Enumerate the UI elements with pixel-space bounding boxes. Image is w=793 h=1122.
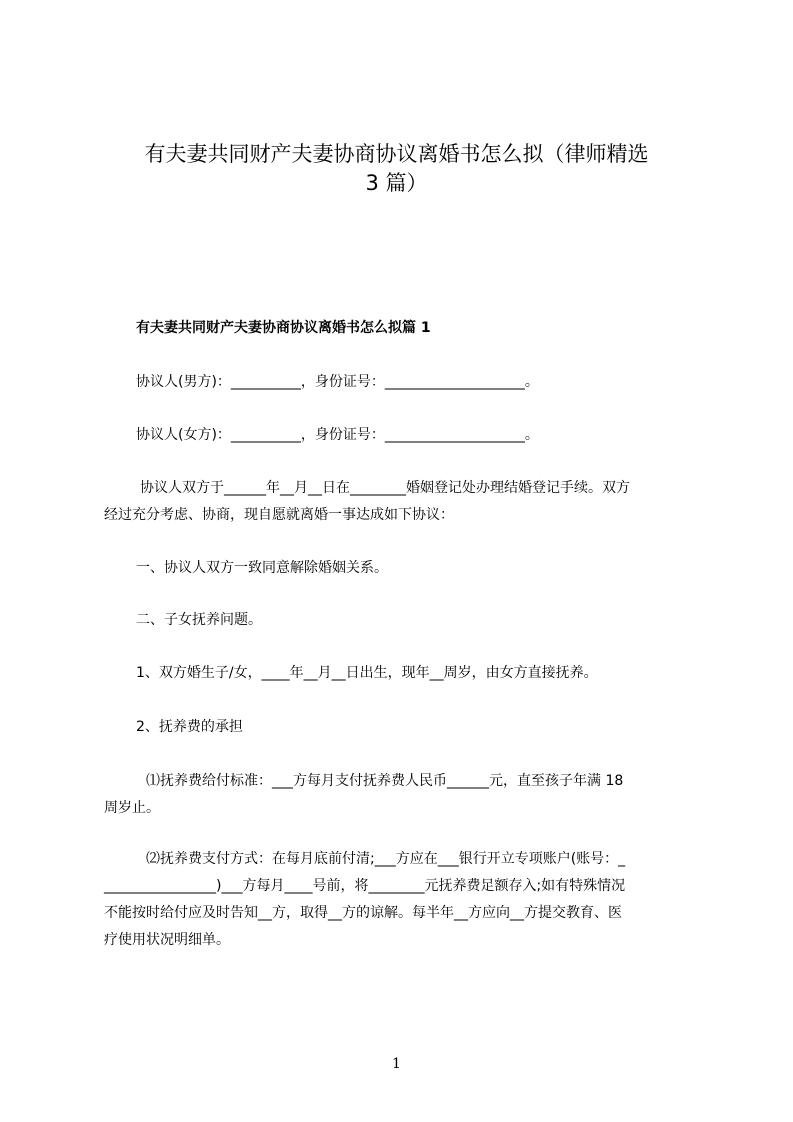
intro-line-2: 经过充分考虑、协商，现自愿就离婚一事达成如下协议： (104, 507, 454, 523)
party-male-line: 协议人(男方)：__________，身份证号：____________________。 (136, 374, 539, 390)
intro-paragraph (104, 475, 704, 529)
page-number: 1 (392, 1056, 401, 1072)
sub-item-1-line-1: ⑴抚养费给付标准：___方每月支付抚养费人民币______元，直至孩子年满 18 (146, 773, 624, 789)
title-line-1: 有夫妻共同财产夫妻协商协议离婚书怎么拟（律师精选 (144, 142, 649, 166)
sub-item-2 (104, 846, 704, 954)
clause-1: 一、协议人双方一致同意解除婚姻关系。 (136, 560, 388, 576)
clause-2: 二、子女抚养问题。 (136, 612, 262, 628)
sub-item-2-line-4: 疗使用状况明细单。 (104, 932, 230, 948)
intro-line-1: 协议人双方于______年__月__日在________婚姻登记处办理结婚登记手续。双方 (140, 480, 630, 496)
sub-item-1 (104, 768, 704, 822)
sub-item-2-line-3: 不能按时给付应及时告知__方，取得__方的谅解。每半年__方应向__方提交教育、医 (104, 905, 622, 921)
document-title (80, 140, 713, 198)
item-2: 2、抚养费的承担 (136, 719, 243, 735)
sub-item-1-line-2: 周岁止。 (104, 800, 160, 816)
sub-item-2-line-1: ⑵抚养费支付方式：在每月底前付清;___方应在___银行开立专项账户(账号：_ (146, 851, 626, 867)
title-line-2: 3 篇） (365, 171, 428, 195)
section-heading: 有夫妻共同财产夫妻协商协议离婚书怎么拟篇 1 (136, 320, 431, 336)
party-female-line: 协议人(女方)：__________，身份证号：____________________。 (136, 427, 539, 443)
sub-item-2-line-2: ________________)___方每月____号前，将________元抚养费足额存入;如有特殊情况 (104, 878, 626, 894)
item-1: 1、双方婚生子/女，____年__月__日出生，现年__周岁，由女方直接抚养。 (136, 665, 598, 681)
